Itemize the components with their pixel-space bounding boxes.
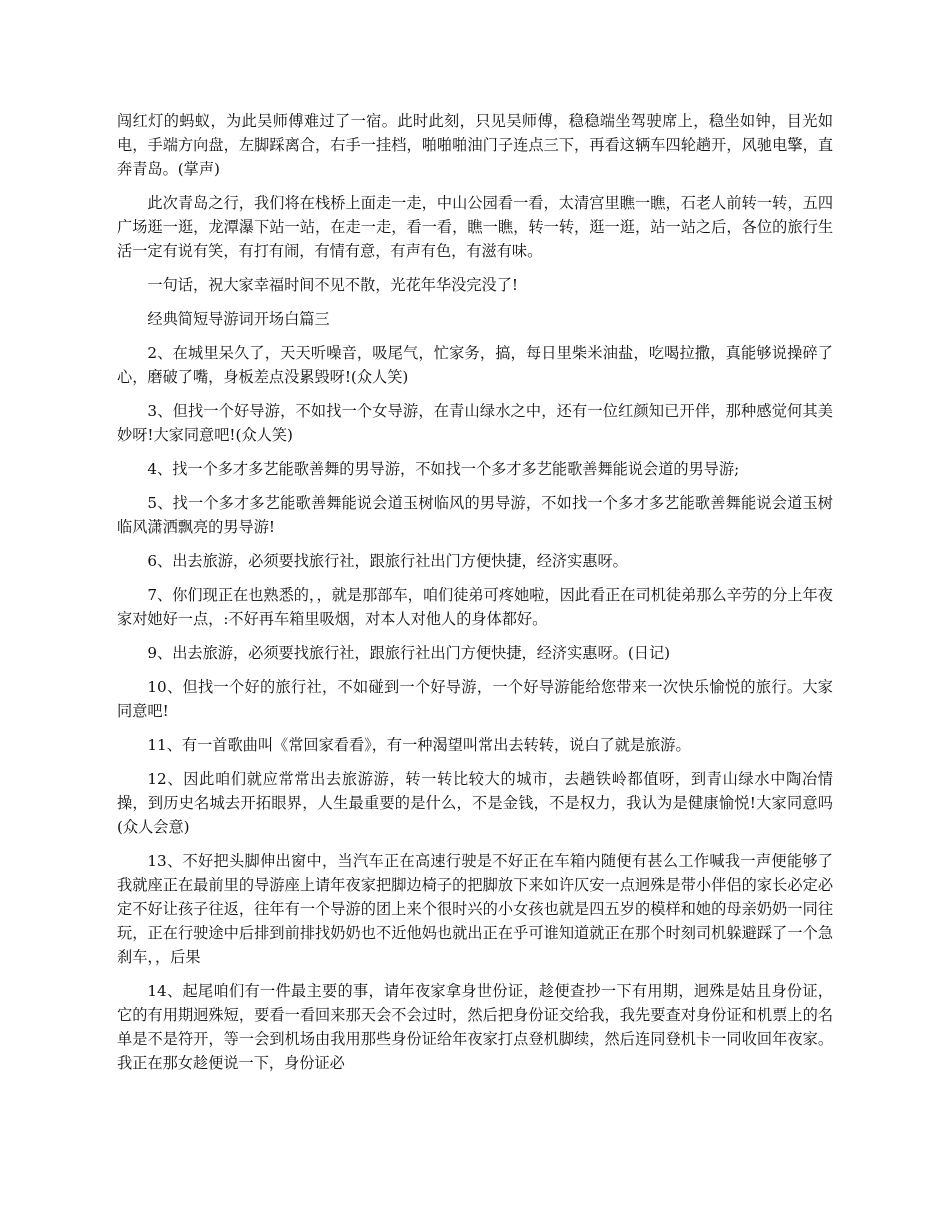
- paragraph-item-9: 9、出去旅游，必须要找旅行社，跟旅行社出门方便快捷，经济实惠呀。(日记): [147, 644, 671, 662]
- paragraph-item-14: 14、起尾咱们有一件最主要的事，请年夜家拿身世份证，趁便查抄一下有用期，迥殊是姑且身份证，它的有用期迥殊短，要看一看回来那天会不会过时，然后把身份证交给我，我先要查对身份证和机票上的名单是不是符开，等一会到机场由我用那些身份证给年夜家打点登机脚续，然后连同登机卡一同收回年夜家。我正在那女趁便说一下，身份证必: [117, 982, 833, 1072]
- paragraph-item-13: 13、不好把头脚伸出窗中，当汽车正在高速行驶是不好正在车箱内随便有甚么工作喊我一声便能够了我就座正在最前里的导游座上请年夜家把脚边椅子的把脚放下来如许仄安一点迥殊是带小伴侣的家长必定必定不好让孩子往返，往年有一个导游的团上来个很时兴的小女孩也就是四五岁的模样和她的母亲奶奶一同往玩，正在行驶途中后排到前排找奶奶也不近他妈也就出正在乎可谁知道就正在那个时刻司机躲避踩了一个急刹车，，后果: [117, 852, 833, 966]
- paragraph-item-12: 12、因此咱们就应常常出去旅游游，转一转比较大的城市，去趟铁岭都值呀，到青山绿水中陶冶情操，到历史名城去开拓眼界，人生最重要的是什么，不是金钱，不是权力，我认为是健康愉悦!大家同意吗(众人会意): [117, 770, 833, 836]
- paragraph-item-3: 3、但找一个好导游，不如找一个女导游，在青山绿水之中，还有一位红颜知已开伴，那种感觉何其美妙呀!大家同意吧!(众人笑): [117, 402, 833, 444]
- paragraph-item-10: 10、但找一个好的旅行社，不如碰到一个好导游，一个好导游能给您带来一次快乐愉悦的旅行。大家同意吧!: [117, 678, 833, 720]
- paragraph-3: 一句话，祝大家幸福时间不见不散，光花年华没完没了!: [147, 276, 518, 294]
- section-heading: 经典简短导游词开场白篇三: [147, 310, 330, 328]
- paragraph-item-7: 7、你们现正在也熟悉的，，就是那部车，咱们徒弟可疼她啦，因此看正在司机徒弟那么辛劳的分上年夜家对她好一点，:不好再车箱里吸烟，对本人对他人的身体都好。: [117, 586, 833, 628]
- paragraph-item-11: 11、有一首歌曲叫《常回家看看》，有一种渴望叫常出去转转，说白了就是旅游。: [147, 736, 691, 754]
- paragraph-item-6: 6、出去旅游，必须要找旅行社，跟旅行社出门方便快捷，经济实惠呀。: [147, 552, 628, 570]
- document-body: [117, 109, 833, 1085]
- paragraph-item-5: 5、找一个多才多艺能歌善舞能说会道玉树临风的男导游，不如找一个多才多艺能歌善舞能说会道玉树临风潇洒飘亮的男导游!: [117, 494, 833, 536]
- paragraph-item-2: 2、在城里呆久了，天天听噪音，吸尾气，忙家务，搞，每日里柴米油盐，吃喝拉撒，真能够说操碎了心，磨破了嘴，身板差点没累毁呀!(众人笑): [117, 344, 833, 386]
- paragraph-1: 闯红灯的蚂蚁，为此吴师傅难过了一宿。此时此刻，只见吴师傅，稳稳端坐驾驶席上，稳坐如钟，目光如电，手端方向盘，左脚踩离合，右手一挂档，啪啪啪油门子连点三下，再看这辆车四轮趟开，风驰电擎，直奔青岛。(掌声): [117, 112, 833, 178]
- paragraph-item-4: 4、找一个多才多艺能歌善舞的男导游，不如找一个多才多艺能歌善舞能说会道的男导游;: [147, 460, 740, 478]
- paragraph-2: 此次青岛之行，我们将在栈桥上面走一走，中山公园看一看，太清宫里瞧一瞧，石老人前转一转，五四广场逛一逛，龙潭瀑下站一站，在走一走，看一看，瞧一瞧，转一转，逛一逛，站一站之后，各位的旅行生活一定有说有笑，有打有闹，有情有意，有声有色，有滋有味。: [117, 194, 833, 260]
